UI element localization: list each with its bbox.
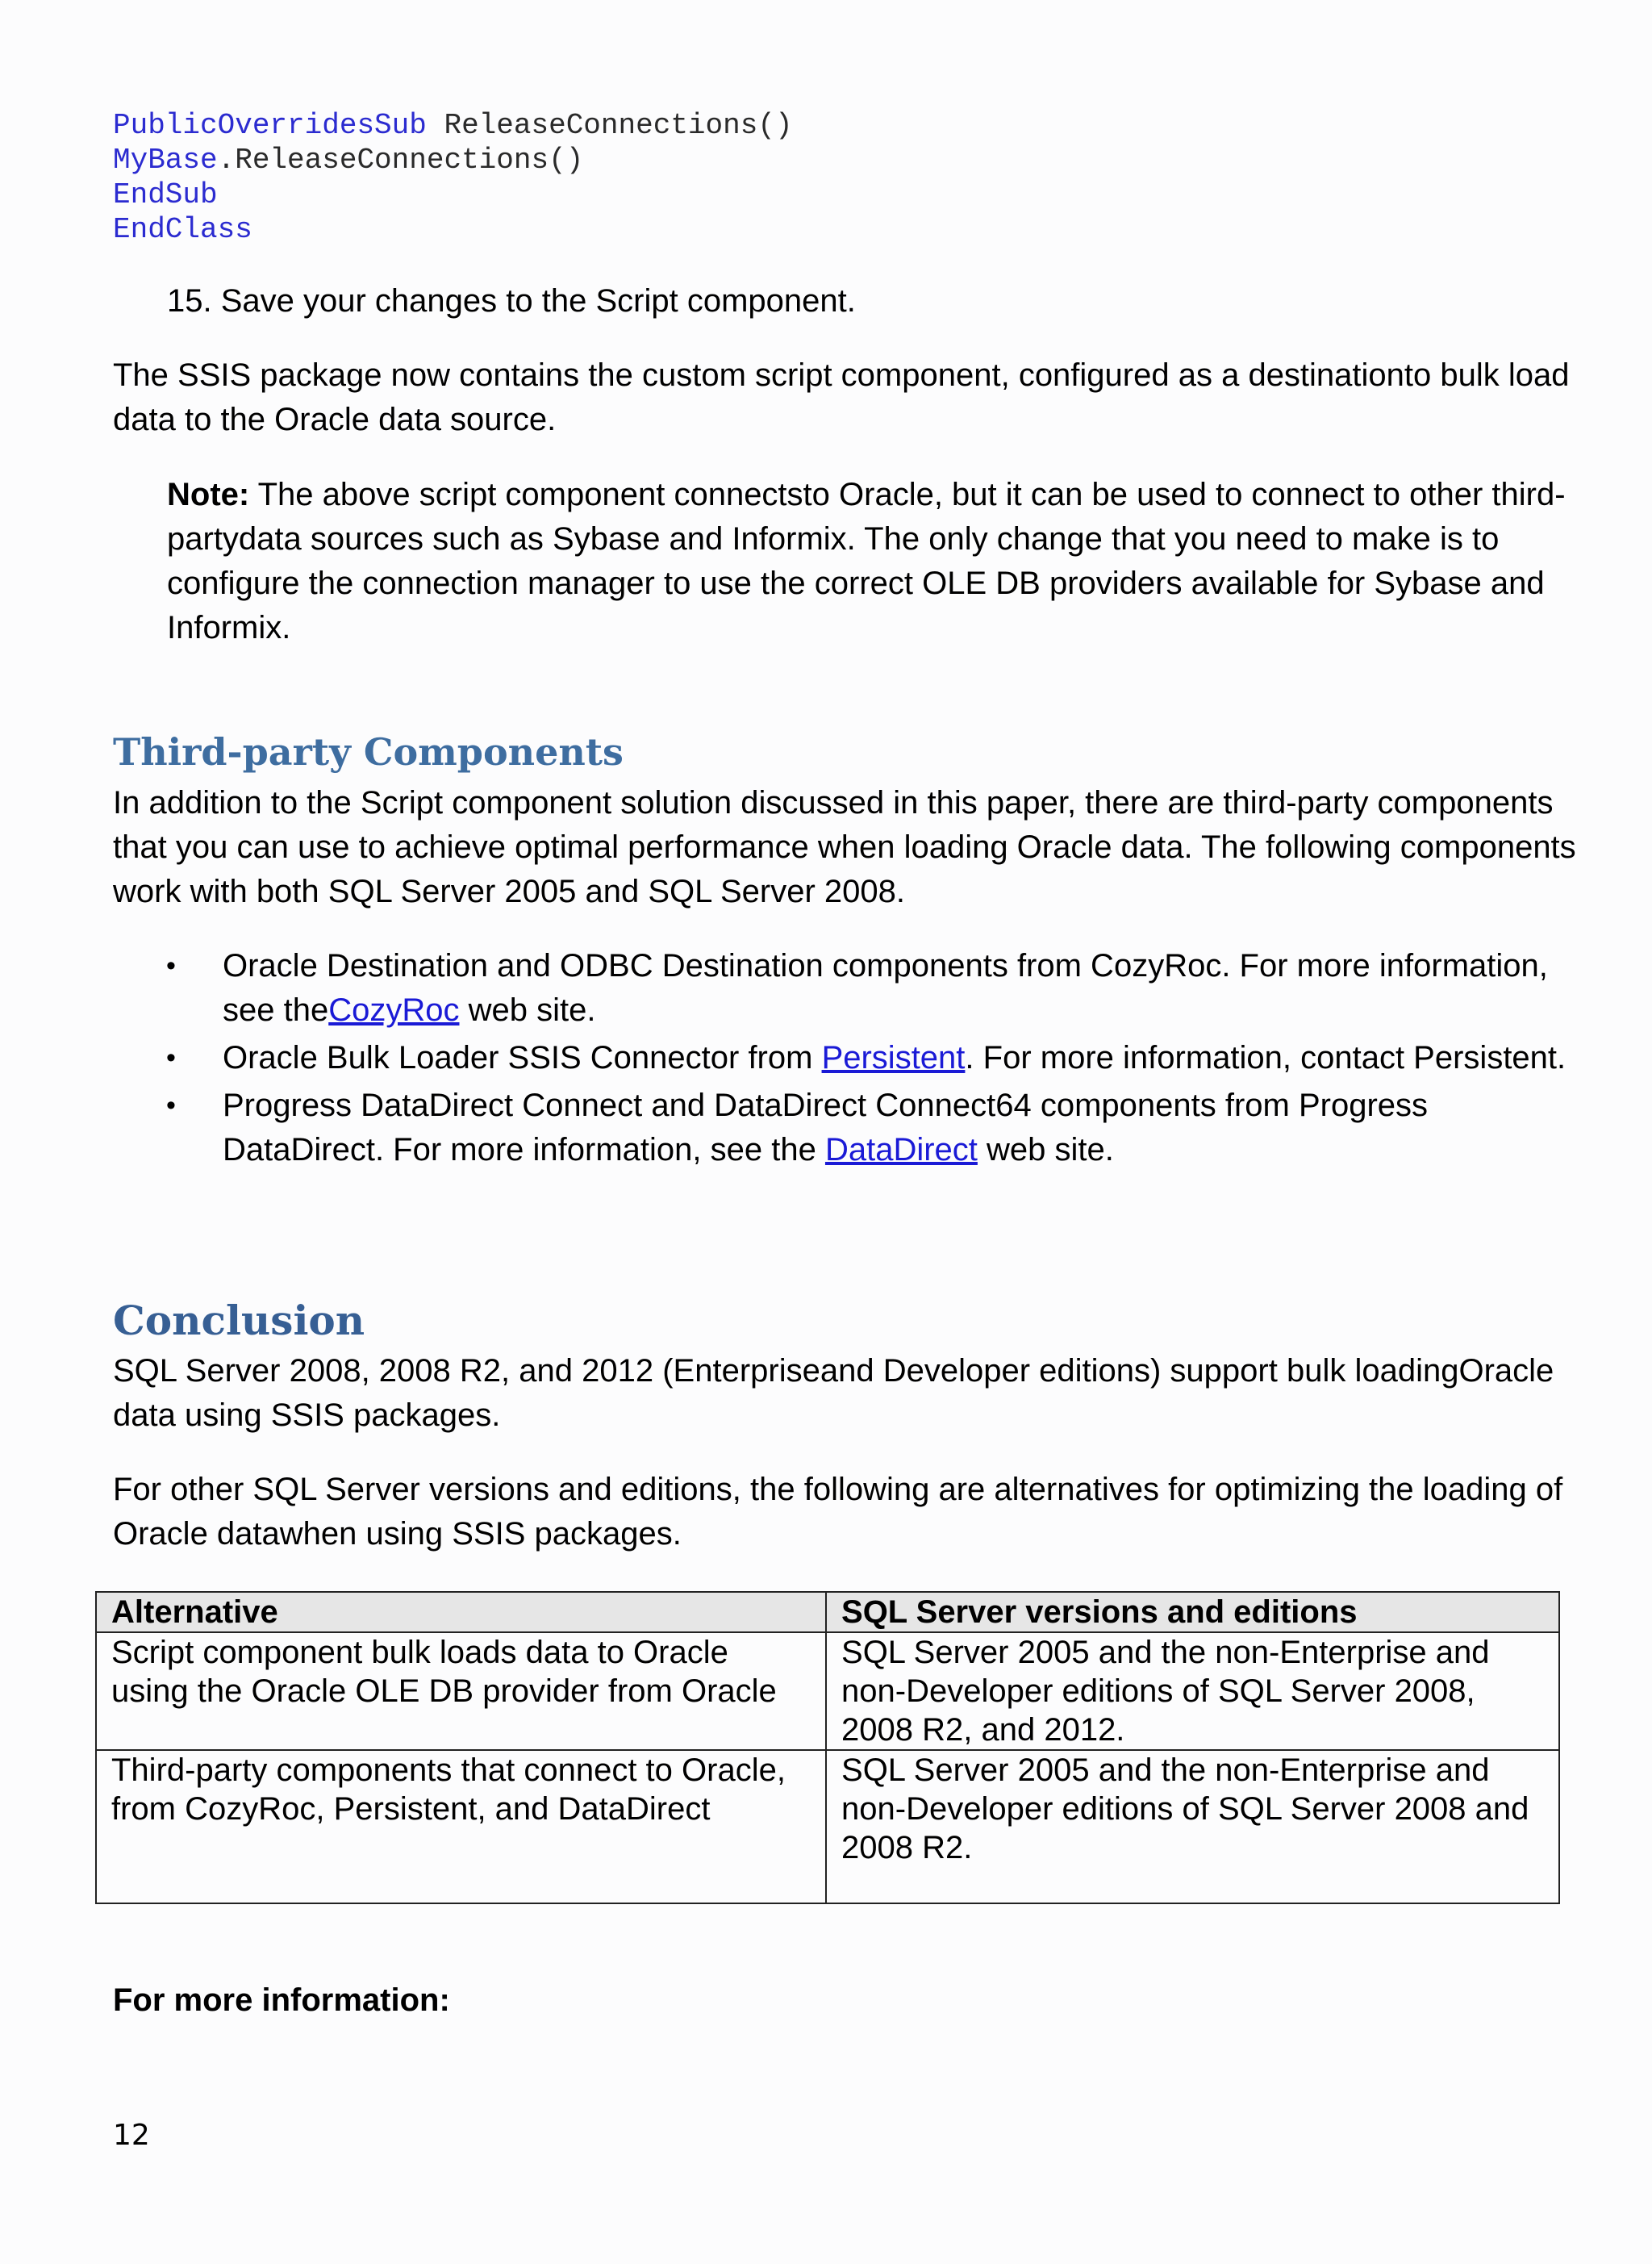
list-item-text: Progress DataDirect Connect and DataDirect Connect64 components from Progress DataDirect. For more information, see the xyxy=(223,1088,1429,1168)
code-line xyxy=(113,143,793,178)
bullet-icon: • xyxy=(166,1042,176,1073)
package-paragraph: The SSIS package now contains the custom script component, configured as a destinationto bulk load data to the Oracle data source. xyxy=(113,357,1570,437)
table-cell: Script component bulk loads data to Oracle using the Oracle OLE DB provider from Oracle xyxy=(96,1632,826,1750)
code-text: ReleaseConnections() xyxy=(426,109,793,142)
table-header-row xyxy=(96,1592,1559,1632)
list-item-text: Oracle Bulk Loader SSIS Connector from xyxy=(223,1040,822,1076)
note-text: The above script component connectsto Oracle, but it can be used to connect to other third-partydata sources such as Sybase and Informix. The only change that you need to make is to configure the connection manager to use the correct OLE DB providers available for Sybase and Informix. xyxy=(167,477,1566,645)
code-block xyxy=(113,108,793,247)
page-number: 12 xyxy=(113,2119,150,2152)
note-paragraph xyxy=(167,473,1587,650)
code-keyword: MyBase xyxy=(113,144,218,177)
persistent-link[interactable]: Persistent xyxy=(821,1040,966,1076)
table-header-cell: SQL Server versions and editions xyxy=(826,1592,1559,1632)
code-line xyxy=(113,108,793,143)
table-cell: SQL Server 2005 and the non-Enterprise and non-Developer editions of SQL Server 2008, 2008 R2, and 2012. xyxy=(826,1632,1559,1750)
list-item-text: . For more information, contact Persistent. xyxy=(965,1040,1566,1076)
alternatives-paragraph: For other SQL Server versions and editions, the following are alternatives for optimizing the loading of Oracle datawhen using SSIS packages. xyxy=(113,1472,1563,1552)
table-header-cell: Alternative xyxy=(96,1592,826,1632)
code-line xyxy=(113,178,793,212)
bullet-icon: • xyxy=(166,1090,176,1121)
list-item xyxy=(113,1084,1581,1172)
list-item xyxy=(113,944,1581,1033)
bullet-icon: • xyxy=(166,950,176,981)
third-party-heading: Third-party Components xyxy=(113,730,624,774)
third-party-intro: In addition to the Script component solution discussed in this paper, there are third-party components that you can use to achieve optimal performance when loading Oracle data. The following components work with both SQL Server 2005 and SQL Server 2008. xyxy=(113,785,1576,909)
list-item-text: web site. xyxy=(977,1132,1114,1168)
cozyroc-link[interactable]: CozyRoc xyxy=(328,992,460,1028)
table-row xyxy=(96,1750,1559,1903)
conclusion-heading: Conclusion xyxy=(113,1297,365,1344)
list-item xyxy=(113,1036,1581,1080)
alternatives-table xyxy=(95,1591,1560,1904)
step-15: 15. Save your changes to the Script component. xyxy=(167,283,856,319)
code-keyword: PublicOverridesSub xyxy=(113,109,427,142)
note-label: Note: xyxy=(167,477,250,512)
more-information-label: For more information: xyxy=(113,1982,450,2018)
datadirect-link[interactable]: DataDirect xyxy=(824,1132,978,1168)
table-cell: SQL Server 2005 and the non-Enterprise and non-Developer editions of SQL Server 2008 and 2008 R2. xyxy=(826,1750,1559,1903)
code-text: .ReleaseConnections() xyxy=(217,144,584,177)
code-keyword: EndClass xyxy=(113,213,252,246)
code-line xyxy=(113,212,793,247)
list-item-text: Oracle Destination and ODBC Destination components from CozyRoc. For more information, see the xyxy=(223,948,1548,1028)
list-item-text: web site. xyxy=(459,992,596,1028)
table-row xyxy=(96,1632,1559,1750)
code-keyword: EndSub xyxy=(113,178,218,211)
component-list xyxy=(113,944,1581,1176)
table-cell: Third-party components that connect to Oracle, from CozyRoc, Persistent, and DataDirect xyxy=(96,1750,826,1903)
conclusion-paragraph: SQL Server 2008, 2008 R2, and 2012 (Enterpriseand Developer editions) support bulk loadingOracle data using SSIS packages. xyxy=(113,1353,1554,1433)
